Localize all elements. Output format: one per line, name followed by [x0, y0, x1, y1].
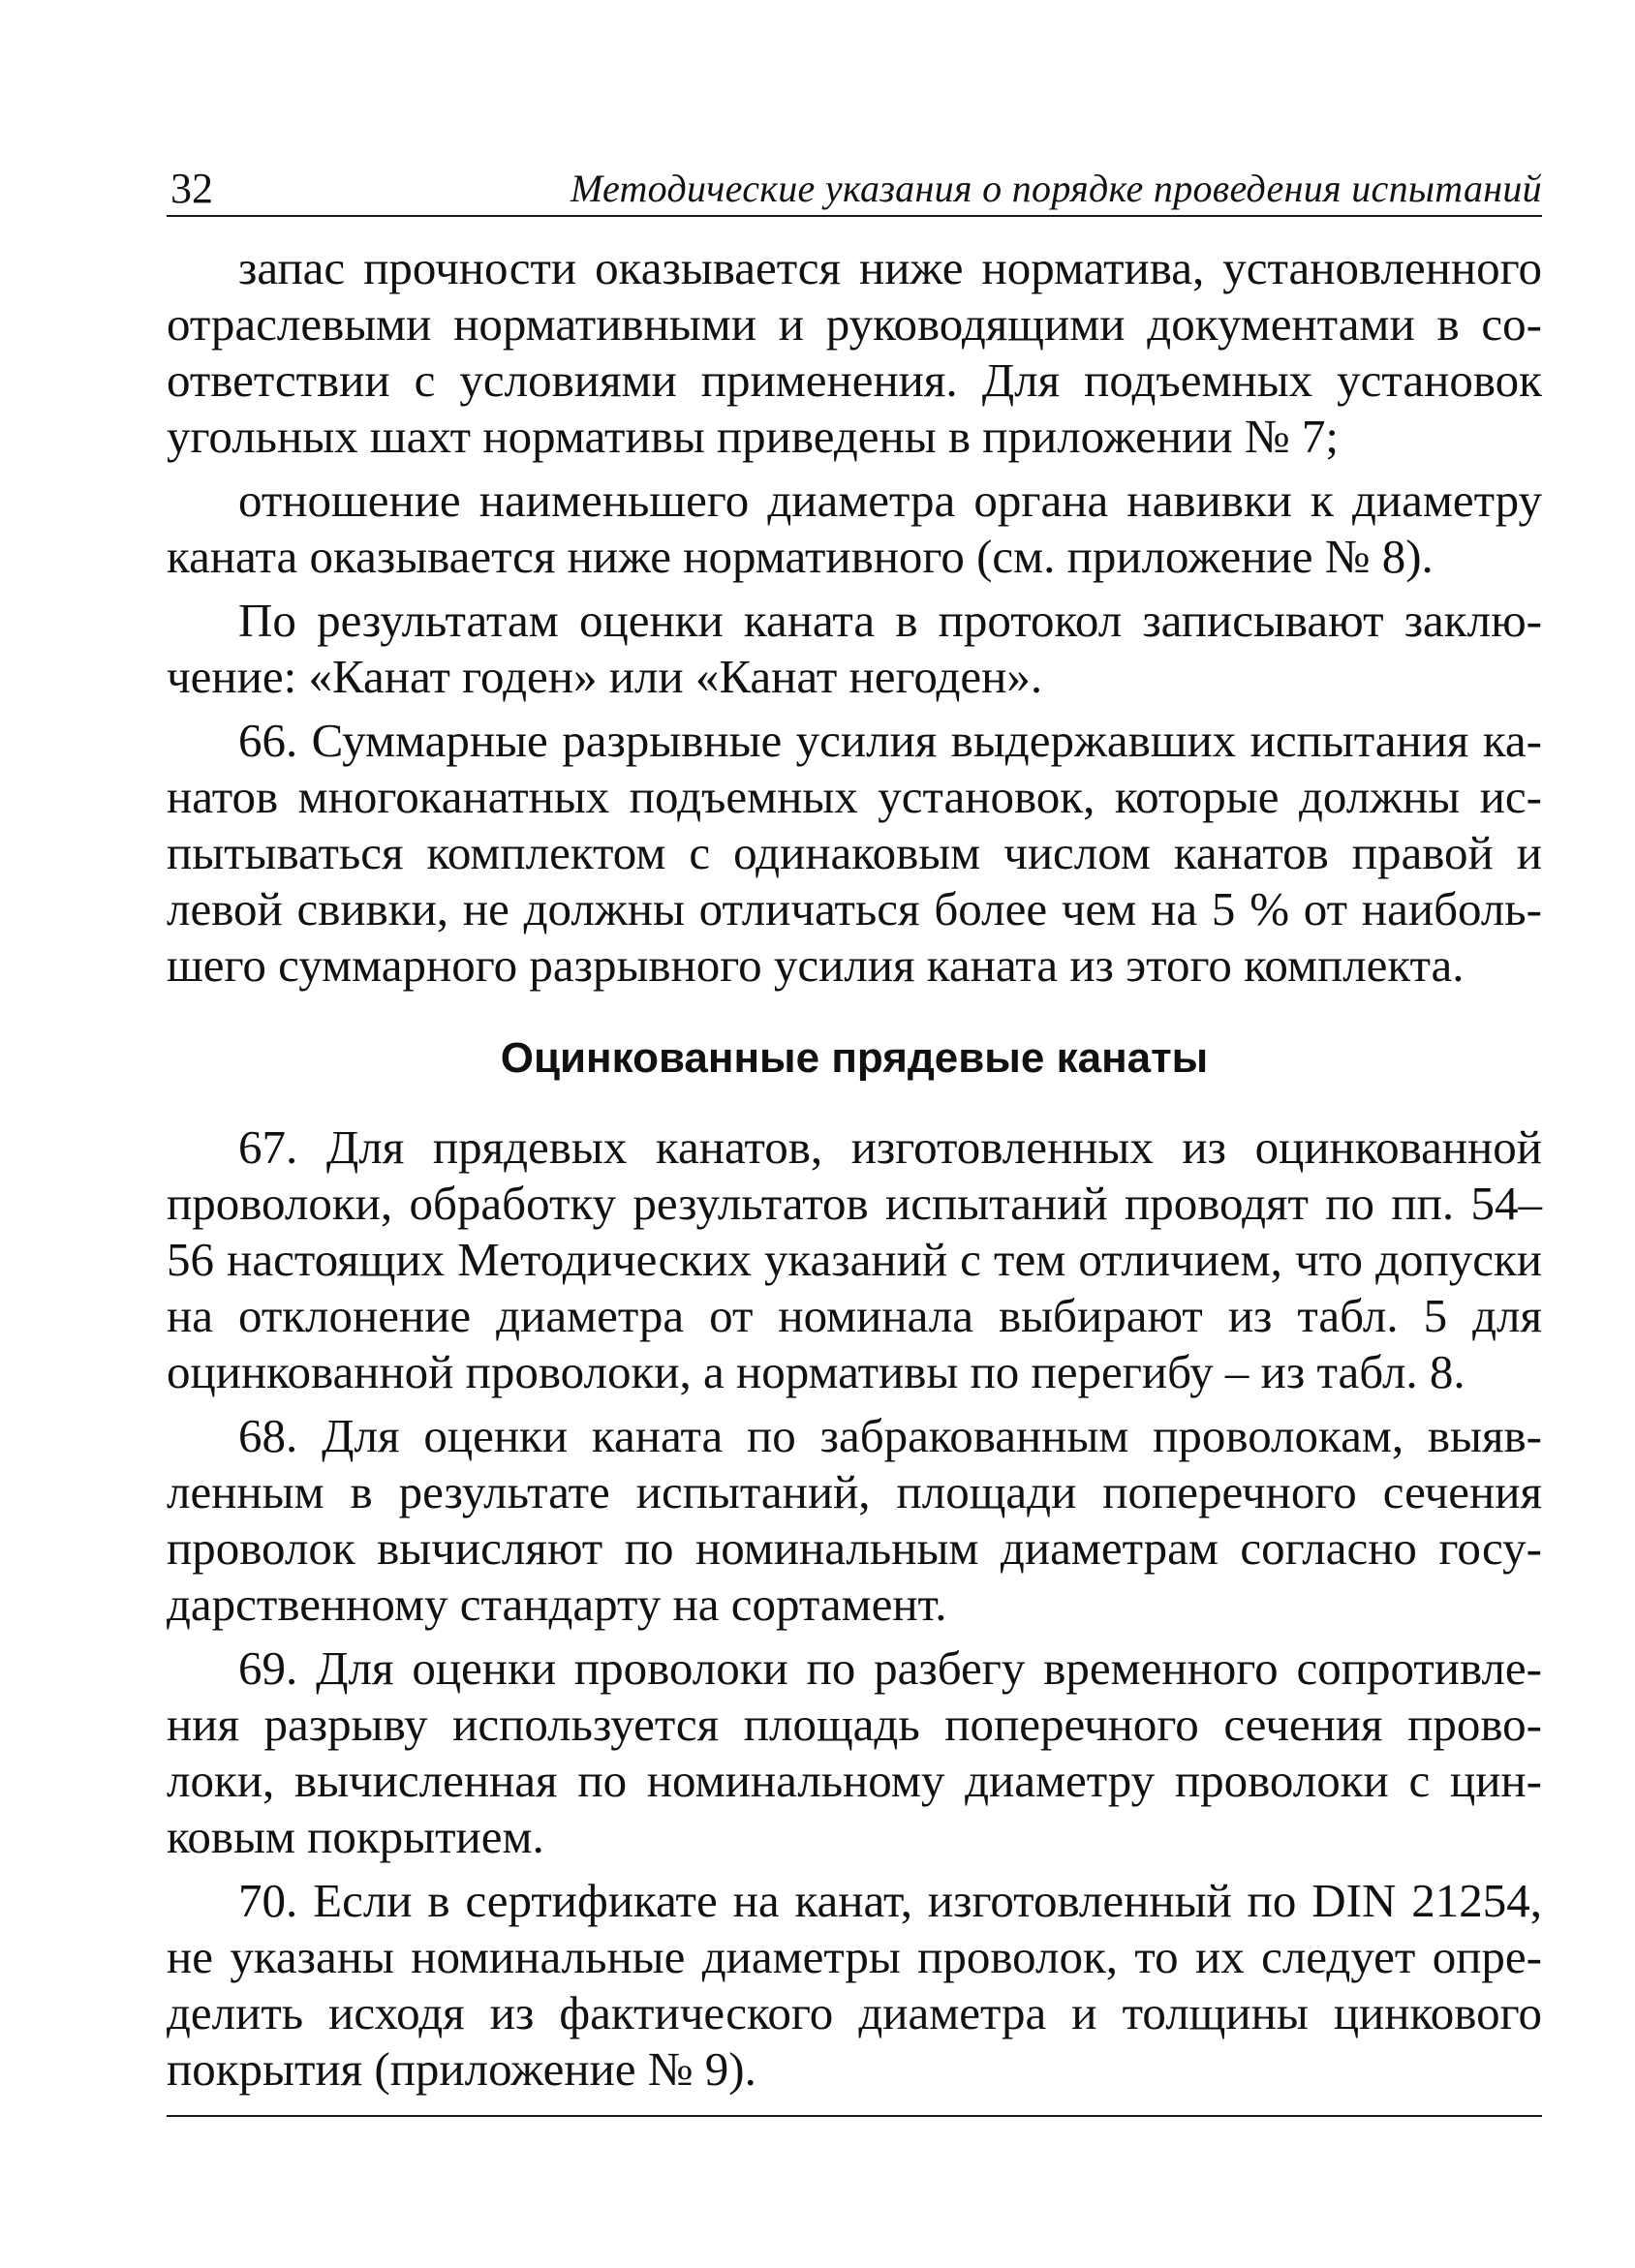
paragraph-69: 69. Для оценки проволоки по разбегу временного сопротивления разрыву используется площадь поперечного сечения проволоки, вычисленная по номинальному диаметру проволоки с цинковым покрытием.	[167, 1641, 1542, 1863]
paragraph-strength-margin: запас прочности оказывается ниже норматива, установленного отраслевыми нормативными и руководящими документами в соответствии с условиями применения. Для подъемных установок угольных шахт нормативы приведены в приложении № 7;	[167, 241, 1542, 463]
paragraph-68: 68. Для оценки каната по забракованным проволокам, выявленным в результате испытаний, площади поперечного сечения проволок вычисляют по номинальным диаметрам согласно государственному стандарту на сортамент.	[167, 1409, 1542, 1631]
running-title: Методические указания о порядке проведения испытаний	[570, 167, 1542, 210]
paragraph-conclusion: По результатам оценки каната в протокол записывают заключение: «Канат годен» или «Канат негоден».	[167, 594, 1542, 703]
footer-rule	[167, 2115, 1542, 2117]
paragraph-drum-ratio: отношение наименьшего диаметра органа навивки к диаметру каната оказывается ниже нормативного (см. приложение № 8).	[167, 474, 1542, 583]
paragraph-70: 70. Если в сертификате на канат, изготовленный по DIN 21254, не указаны номинальные диаметры проволок, то их следует определить исходя из фактического диаметра и толщины цинкового покрытия (приложение № 9).	[167, 1874, 1542, 2096]
page-number: 32	[170, 165, 213, 212]
running-head	[167, 163, 1542, 219]
section-heading: Оцинкованные прядевые канаты	[500, 1034, 1209, 1082]
paragraph-67: 67. Для прядевых канатов, изготовленных из оцинкованной проволоки, обработку результатов испытаний проводят по пп. 54–56 настоящих Методических указаний с тем отличием, что допуски на отклонение диаметра от номинала выбирают из табл. 5 для оцинкованной проволоки, а нормативы по перегибу – из табл. 8.	[167, 1120, 1542, 1398]
body-text	[167, 240, 1542, 2098]
paragraph-66: 66. Суммарные разрывные усилия выдержавших испытания канатов многоканатных подъемных установок, которые должны испытываться комплектом с одинаковым числом канатов правой и левой свивки, не должны отличаться более чем на 5 % от наибольшего суммарного разрывного усилия каната из этого комплекта.	[167, 714, 1542, 992]
header-rule	[167, 215, 1542, 217]
